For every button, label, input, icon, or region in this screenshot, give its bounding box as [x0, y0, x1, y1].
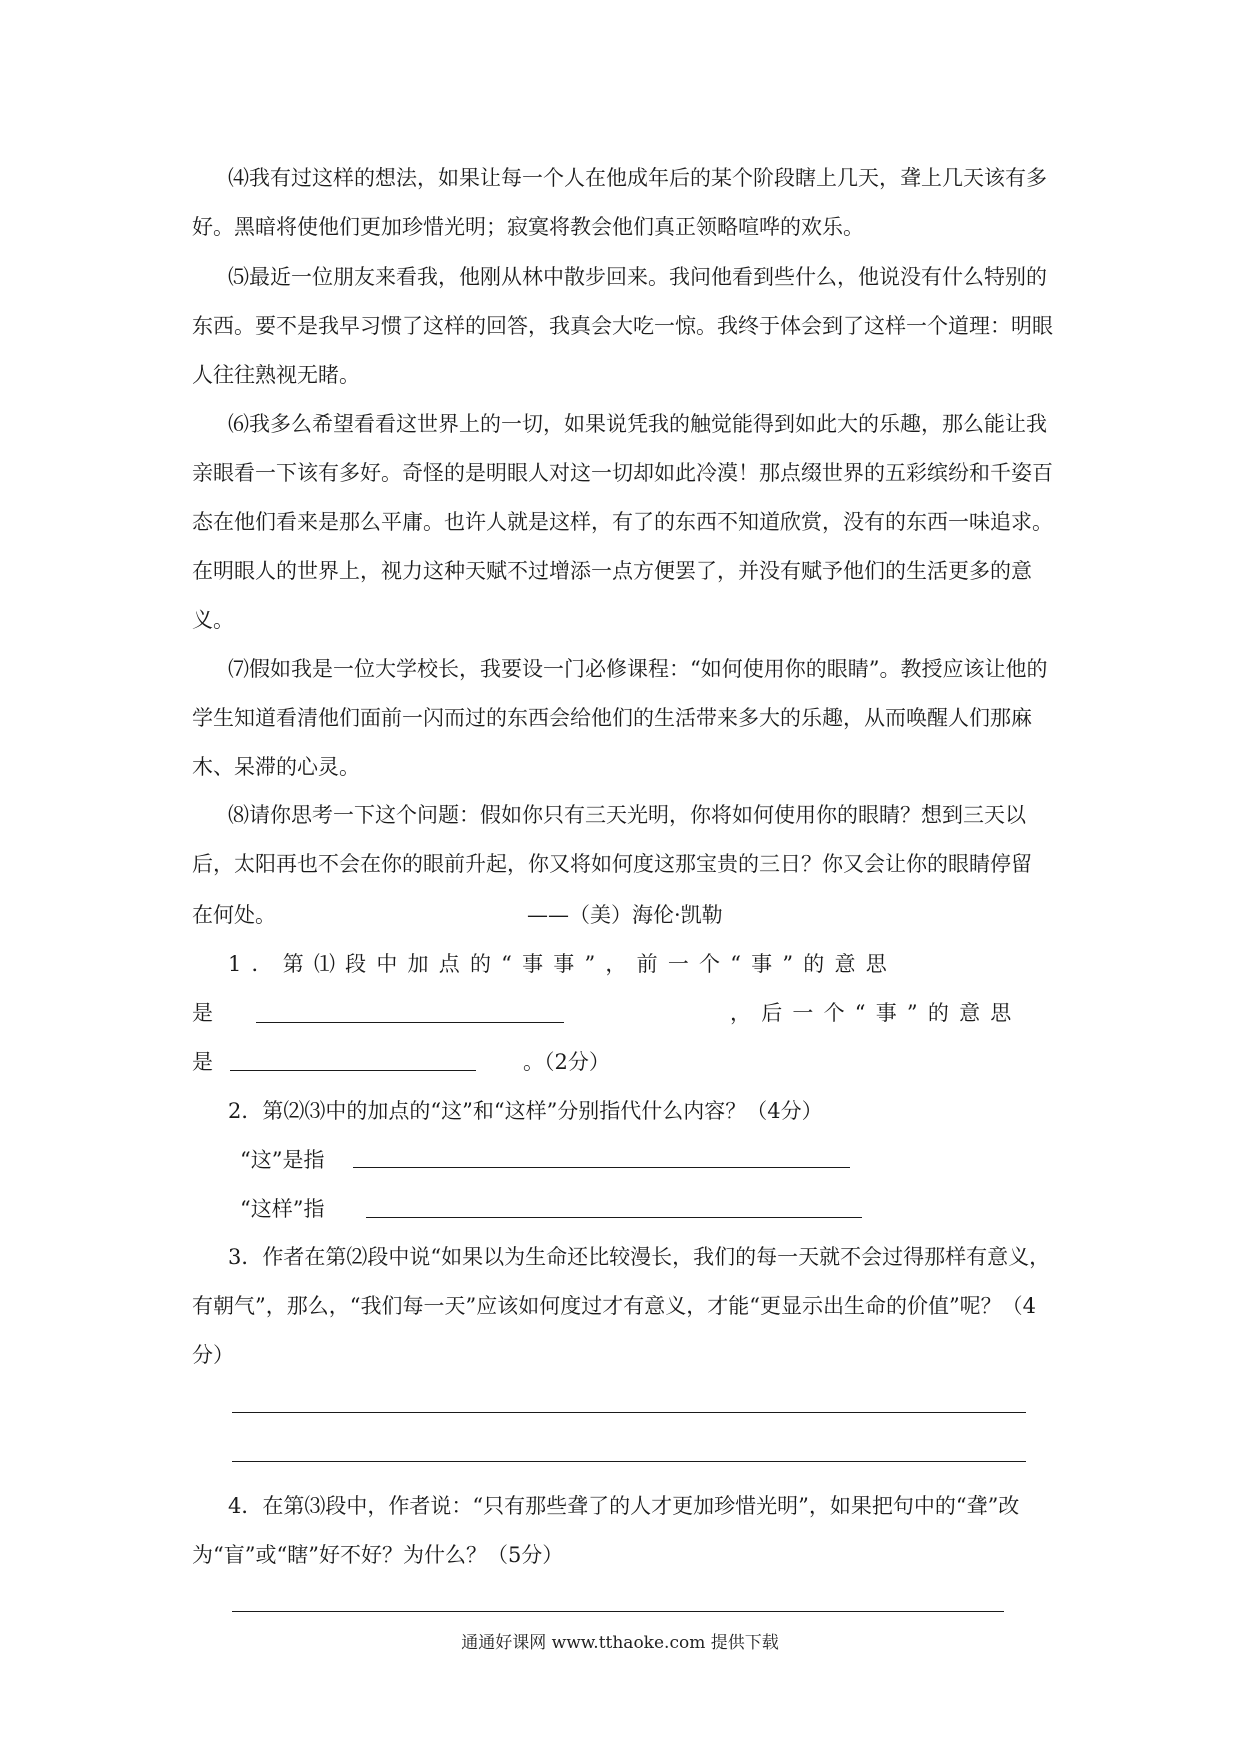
- paragraph-6: ⑹我多么希望看看这世界上的一切，如果说凭我的触觉能得到如此大的乐趣，那么能让我亲眼看一下该有多好。奇怪的是明眼人对这一切却如此冷漠！那点缀世界的五彩缤纷和千姿百态在他们看来是那么平庸。也许人就是这样，有了的东西不知道欣赏，没有的东西一味追求。在明眼人的世界上，视力这种天赋不过增添一点方便罢了，并没有赋予他们的生活更多的意义。: [192, 412, 1053, 632]
- q1-line3-start: 是: [192, 1050, 213, 1074]
- q1-line1: 1．第⑴段中加点的“事事”，前一个“事”的意思: [228, 952, 897, 976]
- q1-line2-end: ，后一个“事”的意思: [730, 1001, 1022, 1025]
- q4-answer-line: [232, 1611, 1004, 1612]
- page-footer: 通通好课网 www.tthaoke.com 提供下载: [461, 1633, 779, 1653]
- q3-answer-line-1: [232, 1412, 1026, 1413]
- paragraph-4: ⑷我有过这样的想法，如果让每一个人在他成年后的某个阶段瞎上几天，聋上几天该有多好。黑暗将使他们更加珍惜光明；寂寞将教会他们真正领略喧哗的欢乐。: [192, 166, 1047, 239]
- q3-answer-line-2: [232, 1461, 1026, 1462]
- q2-label-a: “这”是指: [240, 1148, 325, 1172]
- q1-answer-blank-1: [256, 1022, 564, 1023]
- paragraph-8-end: 在何处。: [192, 903, 276, 927]
- paragraph-8: ⑻请你思考一下这个问题：假如你只有三天光明，你将如何使用你的眼睛？想到三天以后，太阳再也不会在你的眼前升起，你又将如何度这那宝贵的三日？你又会让你的眼睛停留: [192, 803, 1032, 876]
- q2-prompt: 2．第⑵⑶中的加点的“这”和“这样”分别指代什么内容？（4分）: [228, 1099, 823, 1123]
- author-attribution: ——（美）海伦·凯勒: [527, 903, 723, 927]
- paragraph-5: ⑸最近一位朋友来看我，他刚从林中散步回来。我问他看到些什么，他说没有什么特别的东西。要不是我早习惯了这样的回答，我真会大吃一惊。我终于体会到了这样一个道理：明眼人往往熟视无睹。: [192, 265, 1053, 387]
- q2-answer-line-a: [353, 1167, 850, 1168]
- q1-line2-start: 是: [192, 1001, 213, 1025]
- question-3: 3．作者在第⑵段中说“如果以为生命还比较漫长，我们的每一天就不会过得那样有意义，有朝气”，那么，“我们每一天”应该如何度过才有意义，才能“更显示出生命的价值”呢？（4分）: [192, 1245, 1051, 1367]
- paragraph-7: ⑺假如我是一位大学校长，我要设一门必修课程：“如何使用你的眼睛”。教授应该让他的学生知道看清他们面前一闪而过的东西会给他们的生活带来多大的乐趣，从而唤醒人们那麻木、呆滞的心灵。: [192, 657, 1048, 779]
- q2-label-b: “这样”指: [240, 1197, 325, 1221]
- q1-answer-blank-2: [230, 1070, 476, 1071]
- q1-line3-end: 。（2分）: [523, 1050, 610, 1074]
- question-4: 4．在第⑶段中，作者说：“只有那些聋了的人才更加珍惜光明”，如果把句中的“聋”改为“盲”或“瞎”好不好？为什么？（5分）: [192, 1494, 1020, 1567]
- q2-answer-line-b: [366, 1217, 862, 1218]
